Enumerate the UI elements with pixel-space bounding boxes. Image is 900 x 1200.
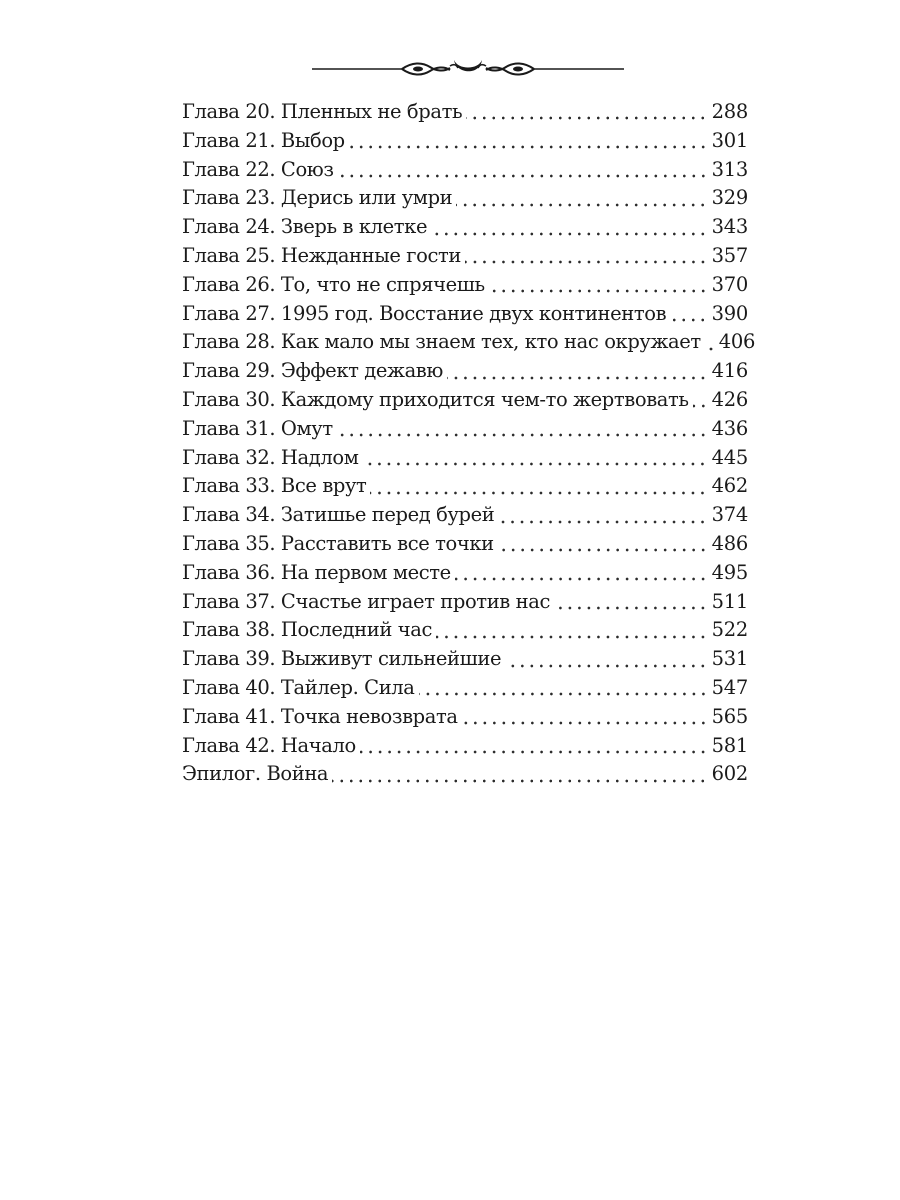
toc-entry [182,444,748,473]
toc-entry-page-number: 390 [711,301,748,325]
dot-leader [466,116,708,120]
toc-entry-page-number: 370 [711,272,748,296]
toc-entry-title: Глава 28. Как мало мы знаем тех, кто нас окружает [182,330,701,354]
toc-entry [182,501,748,530]
toc-entry-page-number: 495 [711,560,748,584]
toc-entry-page-number: 426 [711,387,748,411]
toc-entry-page-number: 602 [711,762,748,786]
toc-entry-page-number: 343 [711,215,748,239]
dot-leader [332,779,708,783]
toc-entry-title: Глава 26. То, что не спрячешь [182,272,485,296]
toc-entry-title: Глава 42. Начало [182,733,356,757]
dot-leader [670,318,707,322]
toc-entry-page-number: 436 [711,416,748,440]
dot-leader [456,203,707,207]
toc-entry-page-number: 288 [711,100,748,123]
dot-leader [338,174,708,178]
toc-entry [182,674,748,703]
toc-entry-title: Глава 23. Дерись или умри [182,186,453,210]
toc-entry [182,271,748,300]
dot-leader [489,289,708,293]
toc-entry [182,300,748,329]
toc-entry [182,530,748,559]
toc-entry-title: Эпилог. Война [182,762,329,786]
toc-entry [182,616,748,645]
toc-entry-title: Глава 38. Последний час [182,618,432,642]
toc-entry [182,472,748,501]
dot-leader [705,347,715,351]
toc-entry-title: Глава 35. Расставить все точки [182,531,494,555]
toc-entry-page-number: 416 [711,359,748,383]
dot-leader [362,462,707,466]
toc-entry [182,559,748,588]
toc-entry [182,703,748,732]
toc-entry [182,386,748,415]
toc-entry-page-number: 313 [711,157,748,181]
toc-entry-title: Глава 31. Омут [182,416,333,440]
dot-leader [498,520,707,524]
dot-leader [447,376,708,380]
dot-leader [360,750,708,754]
toc-entry [182,645,748,674]
dot-leader [505,664,708,668]
dot-leader [370,491,707,495]
flourish-ornament-icon [310,52,626,86]
table-of-contents [182,98,756,789]
toc-entry-page-number: 357 [711,243,748,267]
toc-entry [182,98,748,127]
toc-entry-title: Глава 22. Союз [182,157,334,181]
toc-entry-page-number: 301 [711,128,748,152]
toc-entry-page-number: 445 [711,445,748,469]
toc-entry-title: Глава 37. Счастье играет против нас [182,589,551,613]
toc-entry-page-number: 581 [711,733,748,757]
toc-entry [182,415,748,444]
toc-entry-title: Глава 34. Затишье перед бурей [182,503,495,527]
toc-entry-page-number: 547 [711,675,748,699]
dot-leader [419,692,708,696]
toc-entry [182,588,748,617]
toc-entry-title: Глава 21. Выбор [182,128,345,152]
toc-entry-page-number: 511 [711,589,748,613]
dot-leader [455,577,708,581]
toc-entry-title: Глава 29. Эффект дежавю [182,359,443,383]
toc-entry-title: Глава 27. 1995 год. Восстание двух континентов [182,301,667,325]
toc-entry-title: Глава 32. Надлом [182,445,359,469]
toc-entry-title: Глава 24. Зверь в клетке [182,215,428,239]
toc-entry-title: Глава 36. На первом месте [182,560,451,584]
toc-entry [182,127,748,156]
toc-entry-title: Глава 33. Все врут [182,474,367,498]
toc-entry-page-number: 462 [711,474,748,498]
toc-entry-title: Глава 25. Нежданные гости [182,243,461,267]
toc-entry-title: Глава 39. Выживут сильнейшие [182,647,502,671]
toc-entry-title: Глава 41. Точка невозврата [182,704,458,728]
dot-leader [436,635,708,639]
toc-entry-page-number: 522 [711,618,748,642]
dot-leader [337,433,708,437]
toc-entry [182,156,748,185]
toc-entry-page-number: 531 [711,647,748,671]
toc-entry [182,357,748,386]
toc-entry-title: Глава 30. Каждому приходится чем-то жертвовать [182,387,689,411]
toc-entry [182,242,748,271]
toc-entry-title: Глава 40. Тайлер. Сила [182,675,415,699]
toc-entry-page-number: 565 [711,704,748,728]
dot-leader [349,145,708,149]
dot-leader [431,232,708,236]
dot-leader [465,260,708,264]
toc-entry [182,732,748,761]
toc-entry [182,760,748,789]
toc-entry-page-number: 329 [711,186,748,210]
toc-entry [182,213,748,242]
dot-leader [498,548,708,552]
dot-leader [693,404,708,408]
toc-entry-page-number: 486 [711,531,748,555]
dot-leader [462,721,708,725]
toc-entry [182,184,748,213]
toc-entry [182,328,756,357]
toc-entry-page-number: 406 [718,330,756,354]
dot-leader [554,606,708,610]
toc-entry-page-number: 374 [711,503,748,527]
toc-entry-title: Глава 20. Пленных не брать [182,100,463,123]
